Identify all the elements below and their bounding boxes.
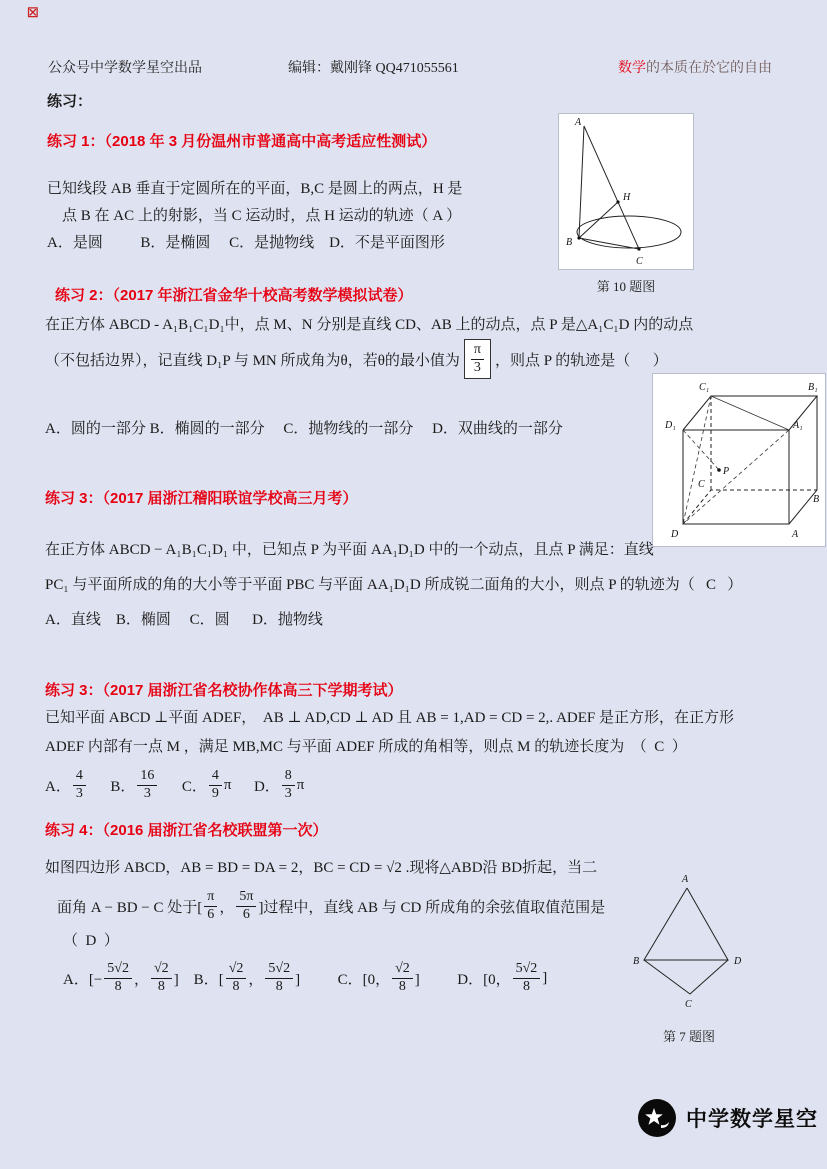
cube-label-D1: D₁ bbox=[665, 420, 676, 431]
ex4-line2: 面角 A − BD − C 处于[ $\frac{\pi}{6}$ ， $\frac{5\pi}{6}$ ]过程中，直线 AB 与 CD 所成角的余弦值取值范围是 bbox=[57, 889, 606, 922]
intro-label: 练习： bbox=[47, 94, 93, 110]
ex3-title: 练习 3：（2017 届浙江稽阳联谊学校高三月考） bbox=[45, 490, 358, 507]
cube-figure bbox=[652, 373, 826, 547]
ex2-line2: （不包括边界），记直线 D₁P 与 MN 所成角为θ，若θ的最小值为 $\frac{\pi}{3}$ ，则点 P 的轨迹是（ ） bbox=[45, 338, 805, 380]
cube-label-A: A bbox=[792, 529, 799, 540]
cube-label-C: C bbox=[698, 479, 705, 490]
ex3-line2: PC₁ 与平面所成的角的大小等于平面 PBC 与平面 AA₁D₁D 所成锐二面角的大小，则点 P 的轨迹为（ C ） bbox=[45, 577, 743, 593]
header-motto-rest: 的本质在於它的自由 bbox=[646, 61, 772, 76]
ex4-line1: 如图四边形 ABCD，AB = BD = DA = 2，BC = CD = √2 .现将△ABD沿 BD折起，当二 bbox=[45, 860, 598, 876]
ex3b-body bbox=[45, 704, 815, 762]
header-motto bbox=[618, 57, 772, 77]
cube-label-P: P bbox=[723, 466, 730, 477]
cube-label-C1: C₁ bbox=[699, 382, 710, 393]
ex1-figure-caption: 第 10 题图 bbox=[596, 279, 656, 294]
ex4-figure-caption: 第 7 题图 bbox=[662, 1029, 715, 1044]
ex1-line1: 已知线段 AB 垂直于定圆所在的平面，B,C 是圆上的两点，H 是 bbox=[47, 181, 463, 197]
ex1-line2: 点 B 在 AC 上的射影，当 C 运动时，点 H 运动的轨迹（ A ） bbox=[47, 208, 462, 224]
cube-label-B: B bbox=[813, 494, 820, 505]
kite-label-C: C bbox=[685, 999, 692, 1010]
cone-label-H: H bbox=[623, 192, 631, 203]
ex3b-line2: ADEF 内部有一点 M ，满足 MB,MC 与平面 ADEF 所成的角相等，则点 M 的轨迹长度为 （ C ） bbox=[45, 739, 687, 755]
cone-figure-svg bbox=[559, 114, 695, 271]
ex2-title: 练习 2：（2017 年浙江省金华十校高考数学模拟试卷） bbox=[55, 287, 413, 304]
logo-icon bbox=[637, 1098, 677, 1138]
corner-mark-icon: ☒ bbox=[27, 5, 39, 20]
ex1-title: 练习 1：（2018 年 3 月份温州市普通高中高考适应性测试） bbox=[47, 133, 437, 150]
ex3-options: A．直线 B．椭圆 C．圆 D．抛物线 bbox=[45, 612, 323, 628]
cube-label-D: D bbox=[671, 529, 679, 540]
ex3b-title: 练习 3：（2017 届浙江省名校协作体高三下学期考试） bbox=[45, 682, 403, 699]
ex2-line1: 在正方体 ABCD - A₁B₁C₁D₁中，点 M、N 分别是直线 CD、AB 上的动点，点 P 是△A₁C₁D 内的动点 bbox=[45, 317, 694, 333]
ex3b-options: A． $\frac{4}{3}$ B． $\frac{16}{3}$ C． $\frac{4}{9}$ π D． $\frac{8}{3}$ π bbox=[45, 768, 305, 801]
cube-figure-svg bbox=[653, 374, 827, 548]
header-editor: 编辑：戴刚锋 QQ471055561 bbox=[288, 61, 459, 76]
ex1-options: A．是圆 B．是椭圆 C．是抛物线 D．不是平面图形 bbox=[47, 235, 445, 251]
cone-figure bbox=[558, 113, 694, 270]
cube-label-B1: B₁ bbox=[808, 382, 818, 393]
kite-figure bbox=[632, 870, 747, 1012]
footer-logo bbox=[637, 1098, 818, 1138]
ex4-title: 练习 4：（2016 届浙江省名校联盟第一次） bbox=[45, 822, 328, 839]
footer-logo-text: 中学数学星空 bbox=[686, 1108, 818, 1131]
cone-label-C: C bbox=[636, 256, 643, 267]
kite-label-A: A bbox=[682, 874, 689, 885]
ex3-line1: 在正方体 ABCD − A₁B₁C₁D₁ 中，已知点 P 为平面 AA₁D₁D 中的一个动点，且点 P 满足：直线 bbox=[45, 542, 654, 558]
cone-label-B: B bbox=[566, 237, 573, 248]
header-publisher: 公众号中学数学星空出品 bbox=[48, 61, 202, 76]
ex4-answer: （ D ） bbox=[63, 933, 119, 949]
kite-label-B: B bbox=[633, 956, 640, 967]
header-motto-red: 数学 bbox=[618, 61, 646, 76]
ex3b-line1: 已知平面 ABCD ⊥平面 ADEF， AB ⊥ AD,CD ⊥ AD 且 AB = 1,AD = CD = 2,. ADEF 是正方形，在正方形 bbox=[45, 710, 734, 726]
kite-figure-svg bbox=[632, 870, 747, 1012]
ex3-body bbox=[45, 533, 810, 638]
ex1-body bbox=[47, 176, 559, 257]
kite-label-D: D bbox=[734, 956, 742, 967]
cone-label-A: A bbox=[575, 117, 582, 128]
ex2-options: A．圆的一部分 B．椭圆的一部分 C．抛物线的一部分 D．双曲线的一部分 bbox=[45, 421, 563, 437]
cube-label-A1: A₁ bbox=[793, 420, 803, 431]
ex4-options: A．[− $\frac{5√2}{8}$ ， $\frac{√2}{8}$ ] B．[ $\frac{√2}{8}$ ， $\frac{5√2}{8}$ ] C．[0， $\frac{√2}{8}$ ] D．[0， $\frac{5√2}{8}$ ] bbox=[63, 961, 548, 994]
